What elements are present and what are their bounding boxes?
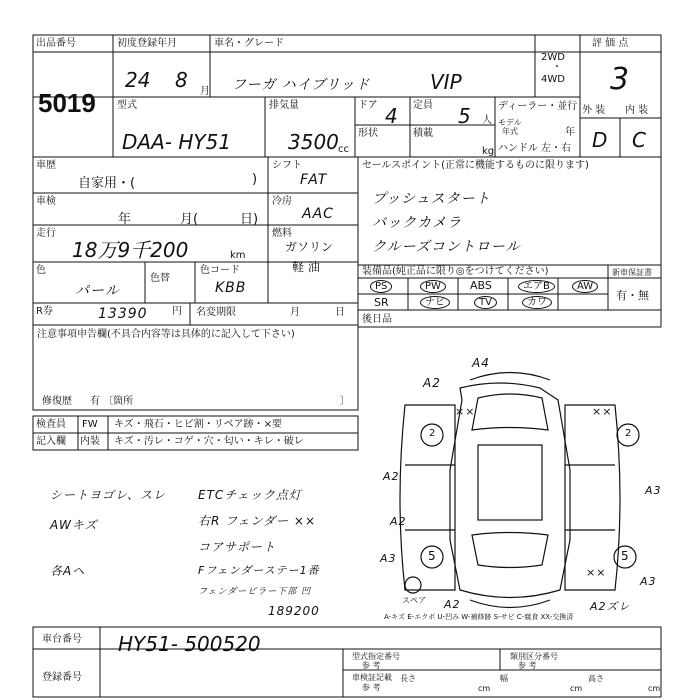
history-value: 自家用・( <box>78 176 136 191</box>
drive-2wd: 2WD <box>541 52 565 63</box>
length-label: 長さ <box>400 674 416 683</box>
cert-label: 車検証記載 <box>352 673 392 682</box>
first-reg-month: 8 <box>175 68 188 92</box>
chassis-value: HY51- 500520 <box>118 632 261 656</box>
handle-label: ハンドル 左・右 <box>498 143 572 154</box>
mark-2-left: 2 <box>429 428 436 439</box>
repair-close: 〕 <box>340 396 350 407</box>
repair-value: 有 〔箇所 <box>90 396 134 407</box>
fw-label: FW <box>82 419 98 430</box>
equip-navi: ナビ <box>420 296 450 309</box>
term-month: 月 <box>290 307 300 318</box>
remark-4: ETCチェック点灯 <box>198 488 302 502</box>
mark-a2-bottom: A2 <box>444 598 461 611</box>
length-unit: cm <box>478 684 491 693</box>
equip-sr: SR <box>374 296 389 309</box>
mark-a2-shift: A2ズレ <box>590 600 631 613</box>
color-value: パール <box>75 283 120 299</box>
mark-xx-1: ×× <box>455 405 476 418</box>
history-label: 車歴 <box>36 160 56 171</box>
doors-value: 4 <box>385 104 398 128</box>
mark-a3-left: A3 <box>380 552 397 565</box>
mark-a4: A4 <box>472 356 490 370</box>
spare-label: スペア <box>402 596 426 605</box>
height-unit: cm <box>648 684 661 693</box>
lot-number: 5019 <box>38 88 96 118</box>
color-code-value: KBB <box>215 280 247 296</box>
load-label: 積載 <box>413 128 433 139</box>
model-year-label2: 年式 <box>502 127 518 136</box>
equip-airbag: エアB <box>518 280 555 293</box>
displacement-value: 3500 <box>288 130 339 154</box>
remark-6: コアサポート <box>198 540 277 554</box>
classification-label: 類別区分番号 <box>510 652 558 661</box>
km-unit: km <box>230 250 246 261</box>
dealer-label: ディーラー・並行 <box>498 101 578 112</box>
inspection-day: 日) <box>240 212 259 227</box>
remark-8: フェンダーピラー下部 凹 <box>198 587 312 597</box>
recycle-value: 13390 <box>98 306 148 322</box>
inspection-year: 年 <box>118 212 132 227</box>
mark-a2-mid: A2 <box>390 515 407 528</box>
history-close: ) <box>252 172 258 187</box>
fuel-gas: ガソリン <box>285 240 334 254</box>
mark-xx-3: ×× <box>586 566 607 579</box>
remark-3: 各Aヘ <box>50 564 86 578</box>
mark-a3-bottom: A3 <box>640 575 657 588</box>
person-unit: 人 <box>482 115 492 126</box>
warranty-label: 新車保証書 <box>612 268 652 277</box>
int-label: 内 装 <box>625 105 649 116</box>
model-year-label: モデル <box>498 118 522 127</box>
mark-2-right: 2 <box>625 428 632 439</box>
fuel-diesel: 軽 油 <box>292 260 320 274</box>
inspection-label: 車検 <box>36 196 56 207</box>
sales-point-3: クルーズコントロール <box>372 239 521 255</box>
int-value: C <box>632 128 646 152</box>
yen-unit: 円 <box>172 306 182 317</box>
drive-dot: ・ <box>552 62 562 73</box>
mark-xx-2: ×× <box>592 405 613 418</box>
inspection-month: 月( <box>180 212 199 227</box>
designation-ref: 参 考 <box>362 661 381 670</box>
score-value: 3 <box>610 62 630 97</box>
fuel-label: 燃料 <box>272 228 292 239</box>
remark-2: AWキズ <box>50 518 98 532</box>
equip-aw: AW <box>572 280 598 293</box>
ext-value: D <box>592 128 608 152</box>
width-label: 幅 <box>500 674 508 683</box>
equipment-label: 装備品(純正品に限り◎をつけてください) <box>362 266 549 277</box>
mileage-value: 18万9千200 <box>72 238 189 262</box>
score-label: 評 価 点 <box>592 38 629 49</box>
remark-7: Fフェンダーステー1番 <box>198 564 320 577</box>
doors-label: ドア <box>358 100 378 111</box>
ac-value: AAC <box>302 206 334 222</box>
reg-label: 登録番号 <box>42 672 82 683</box>
designation-label: 型式指定番号 <box>352 652 400 661</box>
shift-label: シフト <box>272 160 302 171</box>
remark-5: 右R フェンダー ×× <box>198 514 316 528</box>
recycle-label: R券 <box>36 306 53 317</box>
height-label: 高さ <box>588 674 604 683</box>
remark-9: 189200 <box>268 604 320 618</box>
chassis-label: 車台番号 <box>42 634 82 645</box>
notes-label: 注意事項申告欄(不具合内容等は具体的に記入して下さい) <box>37 329 295 340</box>
month-unit: 月 <box>200 86 210 97</box>
mark-5-left: 5 <box>428 549 436 563</box>
sales-point-2: バックカメラ <box>372 215 462 231</box>
shape-label: 形状 <box>358 128 378 139</box>
equip-ps: PS <box>370 280 392 293</box>
repair-label: 修復歴 <box>42 396 72 407</box>
equip-tv: TV <box>474 296 497 309</box>
capacity-label: 定員 <box>413 100 433 111</box>
term-day: 日 <box>335 307 345 318</box>
rear-seat-label: 後日品 <box>362 314 392 325</box>
model-label: 型式 <box>117 100 137 111</box>
sales-point-1: プッシュスタート <box>372 191 491 207</box>
mileage-label: 走行 <box>36 228 56 239</box>
warranty-value: 有・無 <box>616 289 649 302</box>
mark-a3-right: A3 <box>645 484 662 497</box>
capacity-value: 5 <box>458 104 471 128</box>
fw-items: キズ・飛石・ヒビ割・リペア跡・×要 <box>114 419 282 430</box>
first-reg-year: 24 <box>125 68 151 92</box>
name-value: フーガ ハイブリッド <box>232 77 371 93</box>
mark-a2-top: A2 <box>423 376 441 390</box>
remark-1: シートヨゴレ、スレ <box>50 488 167 502</box>
classification-ref: 参 考 <box>518 661 537 670</box>
term-label: 名変期限 <box>196 307 236 318</box>
cc-unit: cc <box>338 144 349 155</box>
interior-label: 内装 <box>80 436 100 447</box>
ac-label: 冷房 <box>272 196 292 207</box>
equip-pw: PW <box>420 280 446 293</box>
width-unit: cm <box>570 684 583 693</box>
grade-value: VIP <box>430 70 462 94</box>
model-year-unit: 年 <box>565 127 575 138</box>
color-label: 色 <box>36 265 46 276</box>
cert-ref: 参 考 <box>362 683 381 692</box>
inspector-label: 検査員 <box>36 419 66 430</box>
model-value: DAA- HY51 <box>122 130 232 154</box>
drive-4wd: 4WD <box>541 74 565 85</box>
interior-items: キズ・汚レ・コゲ・穴・匂い・キレ・破レ <box>114 436 304 447</box>
mark-5-right: 5 <box>621 549 629 563</box>
name-label: 車名・グレード <box>214 38 284 49</box>
equip-leather: カワ <box>522 296 552 309</box>
color-code-label: 色コード <box>200 265 240 276</box>
color-change-label: 色替 <box>150 273 170 284</box>
shift-value: FAT <box>300 172 328 188</box>
sales-point-label: セールスポイント(正常に機能するものに限ります) <box>362 160 589 171</box>
lot-label: 出品番号 <box>36 38 76 49</box>
displacement-label: 排気量 <box>269 100 299 111</box>
legend: A-キズ E-エクボ U-凹み W-補修跡 S-サビ C-腐食 XX-交換済 <box>384 613 574 621</box>
equip-abs: ABS <box>470 279 492 292</box>
first-reg-label: 初度登録年月 <box>117 38 177 49</box>
mark-a2-left: A2 <box>383 470 400 483</box>
ext-label: 外 装 <box>582 105 606 116</box>
recorder-label: 記入欄 <box>36 436 66 447</box>
kg-unit: kg <box>482 146 495 157</box>
